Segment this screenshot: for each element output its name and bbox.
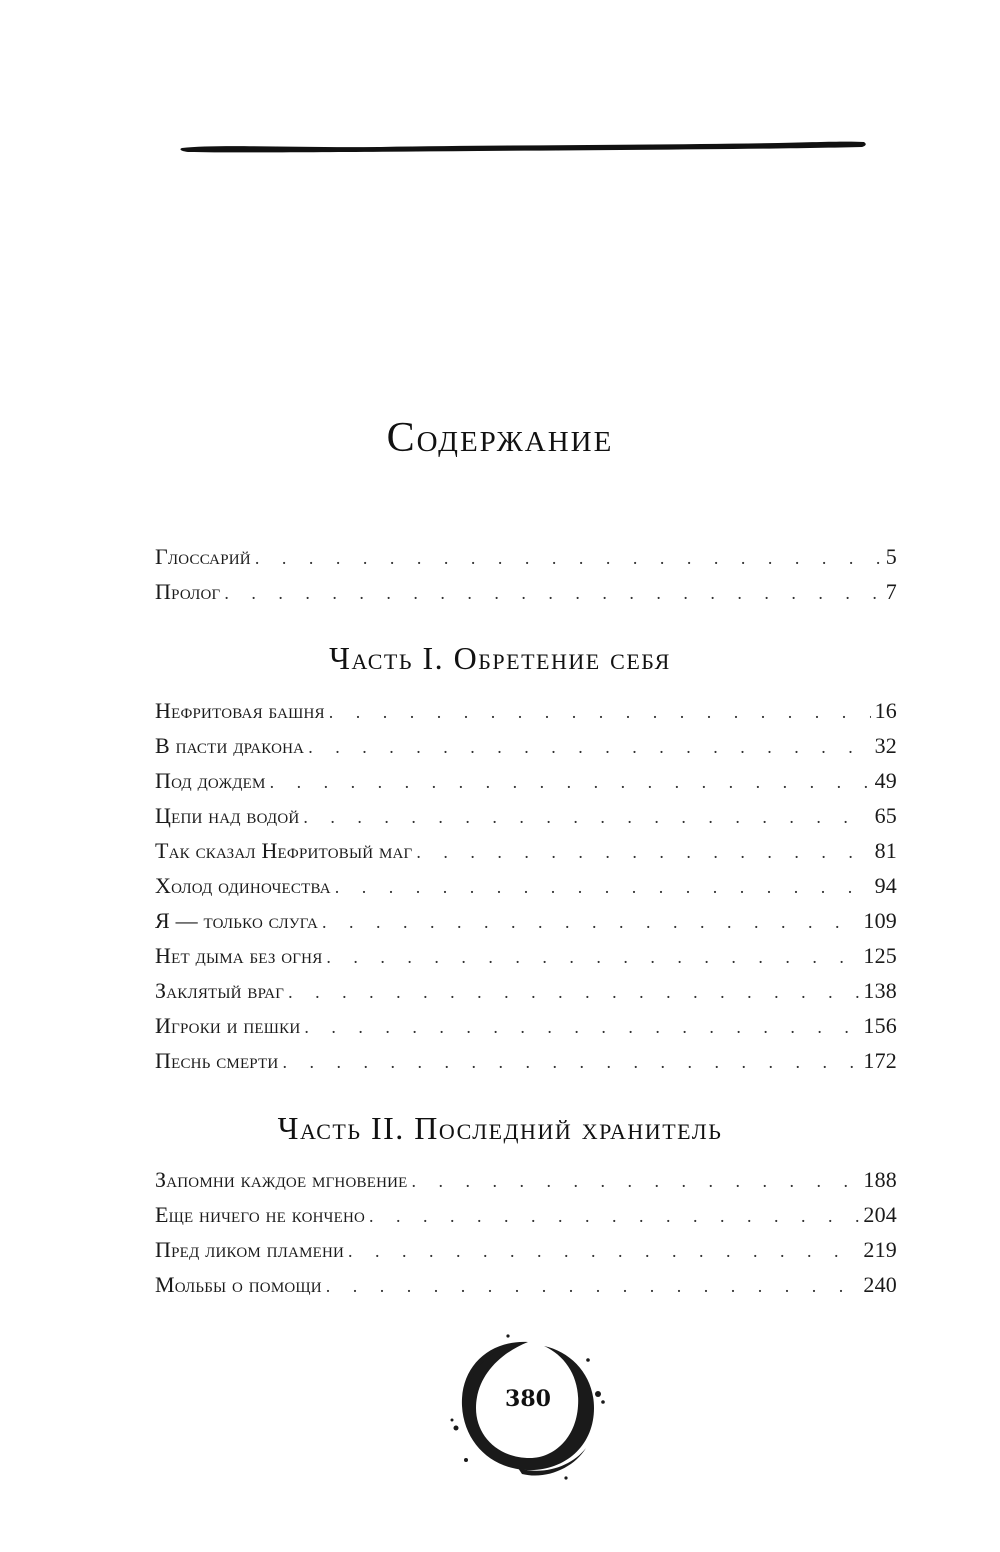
dot-leader bbox=[335, 877, 871, 898]
brush-stroke-divider bbox=[178, 136, 868, 160]
dot-leader bbox=[326, 947, 859, 968]
toc-entry-title: Цепи над водой bbox=[155, 803, 300, 828]
toc-entry-title: Пролог bbox=[155, 579, 221, 604]
toc-entry-page: 49 bbox=[874, 768, 897, 793]
dot-leader bbox=[329, 702, 871, 723]
toc-entry[interactable] bbox=[155, 544, 897, 579]
toc-entry-page: 16 bbox=[874, 698, 897, 723]
toc-entry-page: 7 bbox=[885, 579, 897, 604]
toc-entry[interactable] bbox=[155, 838, 897, 873]
toc-entry-title: Холод одиночества bbox=[155, 873, 331, 898]
page-title: Содержание bbox=[386, 415, 614, 461]
toc-entry-page: 219 bbox=[863, 1237, 897, 1262]
toc-entry-page: 125 bbox=[863, 943, 897, 968]
toc-entry[interactable] bbox=[155, 873, 897, 908]
toc-entry[interactable] bbox=[155, 908, 897, 943]
toc-entry-page: 156 bbox=[863, 1013, 897, 1038]
toc-entry-title: В пасти дракона bbox=[155, 733, 305, 758]
dot-leader bbox=[304, 1017, 859, 1038]
toc-entry-page: 65 bbox=[874, 803, 897, 828]
toc-entry[interactable] bbox=[155, 1202, 897, 1237]
part-heading-1: Часть I. Обретение себя bbox=[329, 640, 671, 676]
dot-leader bbox=[326, 1276, 860, 1297]
dot-leader bbox=[348, 1241, 859, 1262]
toc-entry-title: Нефритовая башня bbox=[155, 698, 325, 723]
toc-entry[interactable] bbox=[155, 1048, 897, 1083]
dot-leader bbox=[303, 807, 870, 828]
toc-entry[interactable] bbox=[155, 768, 897, 803]
toc-entry-page: 32 bbox=[874, 733, 897, 758]
toc-entry-page: 109 bbox=[863, 908, 897, 933]
dot-leader bbox=[308, 737, 870, 758]
toc-entry-title: Глоссарий bbox=[155, 544, 251, 569]
toc-entry-title: Еще ничего не кончено bbox=[155, 1202, 366, 1227]
toc-entry-title: Игроки и пешки bbox=[155, 1013, 301, 1038]
dot-leader bbox=[282, 1052, 859, 1073]
toc-entry[interactable] bbox=[155, 733, 897, 768]
toc-entry-title: Под дождем bbox=[155, 768, 266, 793]
toc-entry-page: 138 bbox=[863, 978, 897, 1003]
dot-leader bbox=[288, 982, 859, 1003]
dot-leader bbox=[412, 1171, 860, 1192]
part-1-chapter-list bbox=[155, 698, 897, 1083]
toc-entry-title: Пред ликом пламени bbox=[155, 1237, 345, 1262]
toc-entry-page: 188 bbox=[863, 1167, 897, 1192]
toc-entry[interactable] bbox=[155, 1237, 897, 1272]
dot-leader bbox=[322, 912, 859, 933]
toc-entry-page: 204 bbox=[863, 1202, 897, 1227]
toc-entry[interactable] bbox=[155, 1167, 897, 1202]
part-heading-2: Часть II. Последний хранитель bbox=[277, 1110, 723, 1146]
dot-leader bbox=[270, 772, 871, 793]
toc-entry-page: 240 bbox=[863, 1272, 897, 1297]
toc-entry[interactable] bbox=[155, 1013, 897, 1048]
toc-entry-title: Запомни каждое мгновение bbox=[155, 1167, 408, 1192]
toc-entry-page: 5 bbox=[885, 544, 897, 569]
toc-entry[interactable] bbox=[155, 579, 897, 614]
toc-entry-title: Заклятый враг bbox=[155, 978, 285, 1003]
toc-entry[interactable] bbox=[155, 1272, 897, 1307]
toc-entry-title: Так сказал Нефритовый маг bbox=[155, 838, 413, 863]
toc-entry[interactable] bbox=[155, 698, 897, 733]
dot-leader bbox=[224, 583, 881, 604]
toc-entry-title: Нет дыма без огня bbox=[155, 943, 323, 968]
toc-entry-title: Я — только слуга bbox=[155, 908, 318, 933]
toc-entry-page: 94 bbox=[874, 873, 897, 898]
dot-leader bbox=[255, 548, 882, 569]
toc-entry[interactable] bbox=[155, 978, 897, 1013]
toc-entry[interactable] bbox=[155, 803, 897, 838]
toc-entry-page: 172 bbox=[863, 1048, 897, 1073]
front-matter-list bbox=[155, 544, 897, 614]
dot-leader bbox=[416, 842, 870, 863]
toc-entry[interactable] bbox=[155, 943, 897, 978]
page-number: 380 bbox=[505, 1386, 551, 1412]
dot-leader bbox=[369, 1206, 859, 1227]
toc-entry-title: Песнь смерти bbox=[155, 1048, 279, 1073]
part-2-chapter-list bbox=[155, 1167, 897, 1307]
toc-entry-page: 81 bbox=[874, 838, 897, 863]
toc-entry-title: Мольбы о помощи bbox=[155, 1272, 322, 1297]
